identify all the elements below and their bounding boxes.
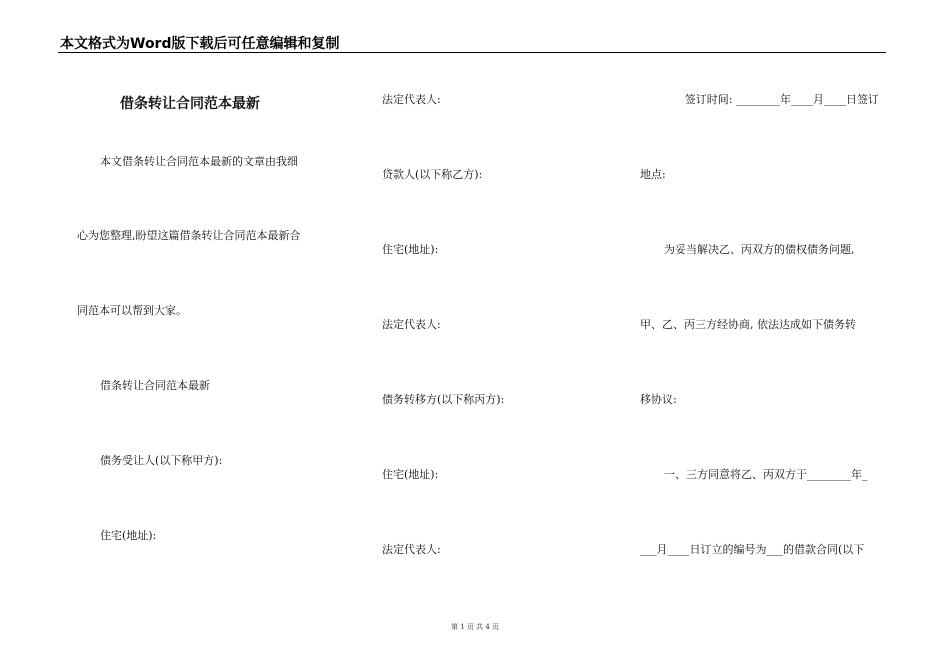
paragraph-line: 移协议: (640, 393, 677, 406)
page-footer: 第 1 页 共 4 页 (450, 623, 500, 631)
paragraph-line: 地点: (640, 168, 666, 181)
paragraph-line: 同范本可以帮到大家。 (77, 304, 187, 317)
paragraph-line: 贷款人(以下称乙方): (382, 168, 483, 181)
paragraph-line: 一、三方同意将乙、丙双方于________年_ (664, 468, 868, 481)
paragraph-line: 为妥当解决乙、丙双方的债权债务问题, (664, 243, 855, 256)
paragraph-line: 住宅(地址): (382, 243, 439, 256)
header-rule (58, 52, 886, 53)
paragraph-line: 住宅(地址): (382, 468, 439, 481)
paragraph-line: ___月____日订立的编号为___的借款合同(以下 (640, 543, 865, 556)
paragraph-line: 借条转让合同范本最新 (100, 379, 210, 392)
paragraph-line: 心为您整理,盼望这篇借条转让合同范本最新合 (77, 229, 301, 242)
paragraph-line: 法定代表人: (382, 543, 441, 556)
paragraph-line: 债务转移方(以下称丙方): (382, 393, 505, 406)
paragraph-line: 住宅(地址): (100, 529, 157, 542)
document-title: 借条转让合同范本最新 (120, 96, 260, 112)
paragraph-line: 法定代表人: (382, 318, 441, 331)
paragraph-line: 本文借条转让合同范本最新的文章由我细 (100, 155, 298, 168)
document-header: 本文格式为Word版下载后可任意编辑和复制 (60, 36, 340, 52)
paragraph-line: 债务受让人(以下称甲方): (100, 454, 223, 467)
signing-date-line: 签订时间: ________年____月____日签订 (684, 93, 879, 106)
paragraph-line: 法定代表人: (382, 93, 441, 106)
paragraph-line: 甲、乙、丙三方经协商, 依法达成如下债务转 (640, 318, 856, 331)
